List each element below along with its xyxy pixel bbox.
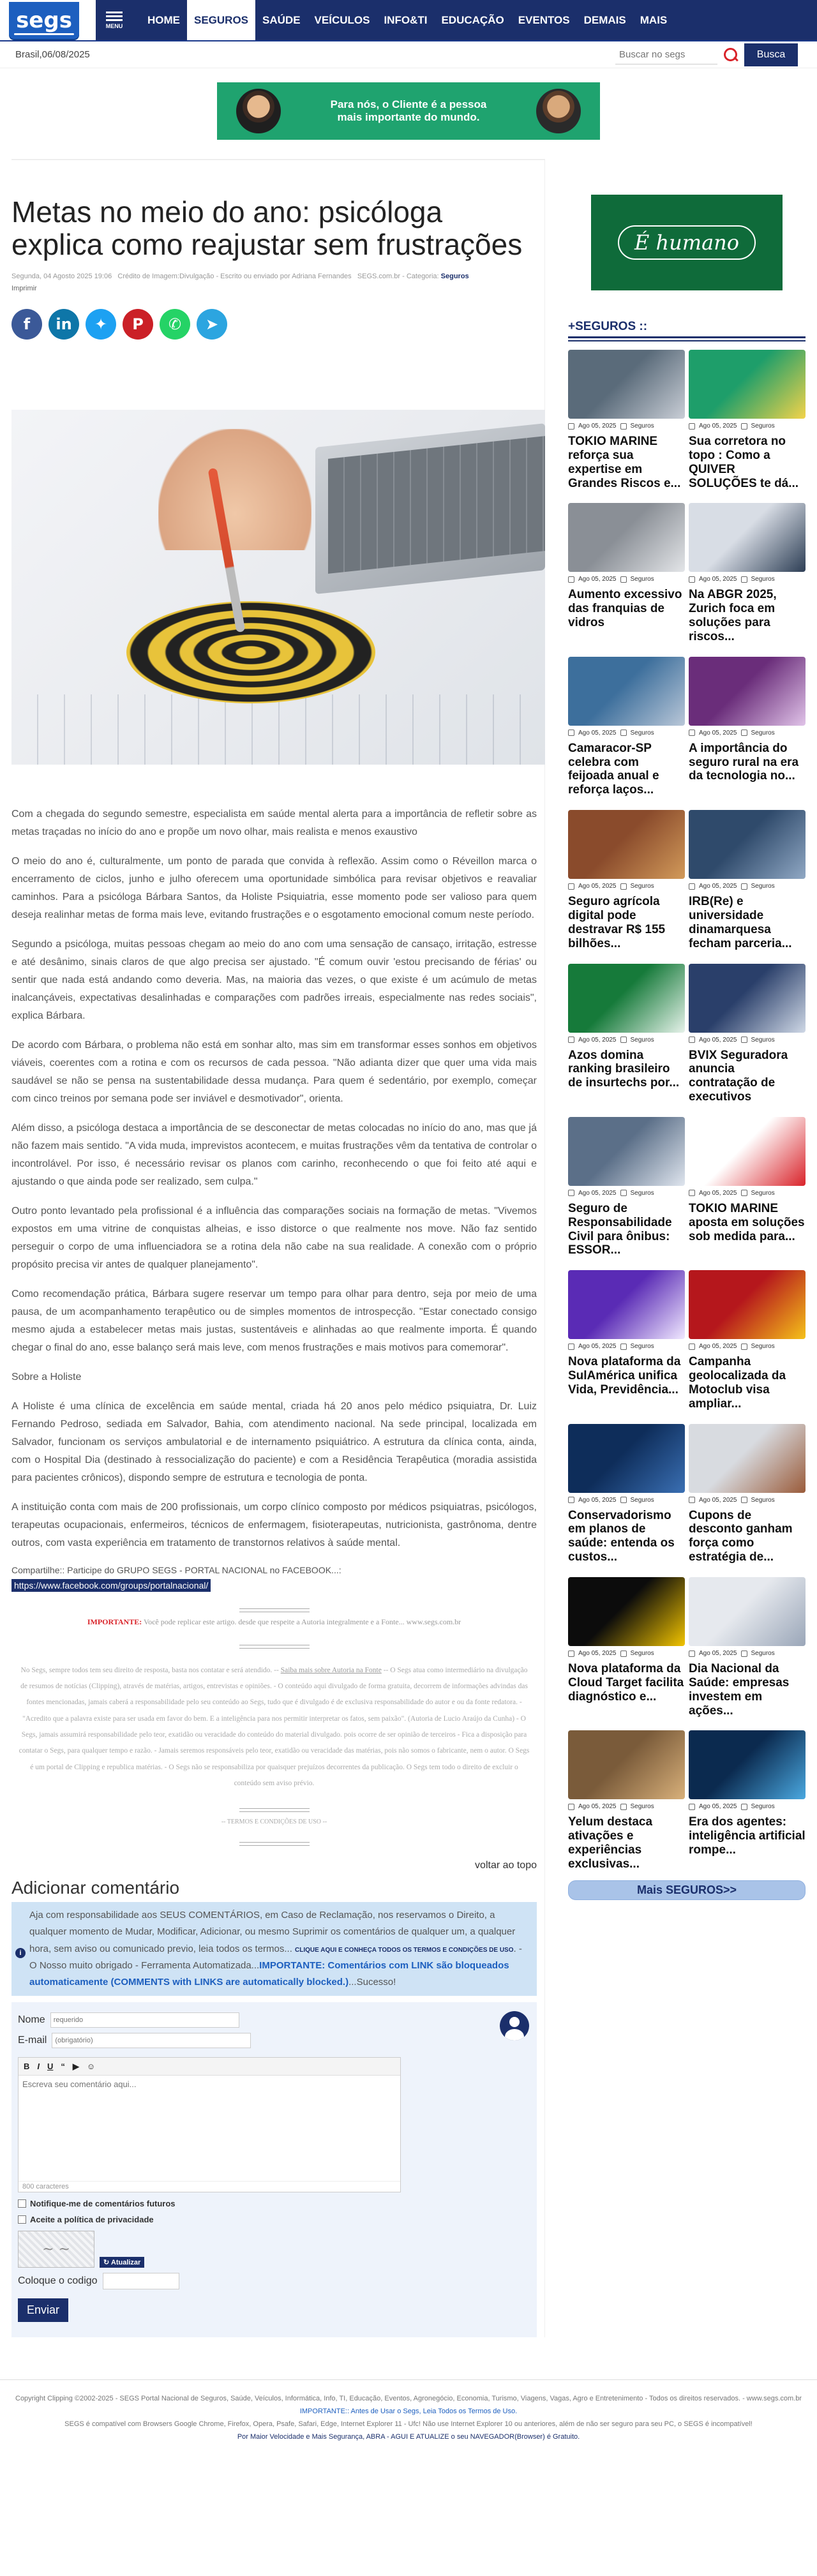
- news-title[interactable]: Camaracor-SP celebra com feijoada anual e reforça laços...: [568, 741, 659, 797]
- news-thumbnail[interactable]: [689, 1270, 806, 1339]
- article-paragraph: A Holiste é uma clínica de excelência em saúde mental, criada há 20 anos pelo médico psiquiatra, Dr. Luiz Fernando Pedroso, sediada em Salvador, Bahia, com atendimento nacional. Na sede principal, localizada em Salvador, funcionam os serviços ambulatorial e de internamento psiquiátrico. A estrutura da clínica conta, ainda, com o Hospital Dia (destinado à ressocialização do paciente) e com a Residência Terapêutica (moradia assistida para pacientes crônicos), dispondo sempre de estrutura e tecnologia de ponta.: [11, 1400, 537, 1483]
- news-thumbnail[interactable]: [568, 657, 685, 726]
- news-meta: [568, 423, 685, 430]
- article-paragraph: Além disso, a psicóloga destaca a importância de se desconectar de metas colocadas no início do ano, mas que já não fazem mais sentido. "A vida muda, imprevistos acontecem, e muitas frustrações vêm da tentativa de controlar o incontrolável. Por isso, é necessário revisar os planos com carinho, reconhecendo o que foi feito até aqui e ajustando o que ainda pode ser realizado, sem culpa.": [11, 1122, 537, 1187]
- calendar-icon: [568, 1190, 574, 1196]
- news-thumbnail[interactable]: [689, 810, 806, 879]
- sidebar: [568, 159, 806, 2337]
- share-text: Compartilhe:: Participe do GRUPO SEGS - PORTAL NACIONAL no FACEBOOK...:: [11, 1564, 341, 1575]
- news-card[interactable]: [568, 964, 685, 1104]
- video-icon[interactable]: ▶: [72, 2061, 79, 2071]
- folder-icon: [620, 1190, 627, 1196]
- news-meta: [689, 1803, 806, 1810]
- news-thumbnail[interactable]: [689, 1117, 806, 1186]
- disclaimer: [11, 1663, 537, 1792]
- news-card[interactable]: [689, 503, 806, 643]
- news-thumbnail[interactable]: [568, 810, 685, 879]
- email-input[interactable]: [52, 2033, 251, 2048]
- news-category: Seguros: [751, 883, 775, 890]
- terms-link[interactable]: -- TERMOS E CONDIÇÕES DE USO --: [221, 1818, 327, 1826]
- banner-line-1: Para nós, o Cliente é a pessoa: [330, 98, 487, 110]
- article-paragraph: De acordo com Bárbara, o problema não está em sonhar alto, mas sim em transformar esses sonhos em objetivos viáveis, coerentes com a rotina e com os recursos de cada pessoa. "Não adianta dizer que quer uma vida mais saudável se não se pensa na sustentabilidade dessa mudança. Para quem é sedentário, por exemplo, começar com cinco treinos por semana pode ser inviável e desmotivador", orienta.: [11, 1039, 537, 1104]
- nav-item-ve-culos[interactable]: VEÍCULOS: [314, 13, 370, 26]
- calendar-icon: [568, 576, 574, 583]
- notify-checkbox[interactable]: [18, 2199, 26, 2208]
- news-title[interactable]: Dia Nacional da Saúde: empresas investem em ações...: [689, 1662, 790, 1718]
- news-category: Seguros: [630, 1189, 654, 1197]
- calendar-icon: [689, 1344, 695, 1350]
- chart-paper-illustration: [11, 694, 545, 765]
- important-note: [11, 1616, 537, 1628]
- news-thumbnail[interactable]: [568, 503, 685, 572]
- news-meta: [689, 730, 806, 737]
- footer-compat: SEGS é compatível com Browsers Google Chrome, Firefox, Opera, Psafe, Safari, Edge, Internet Explorer 11 - Ufc! Não use Internet Explorer 10 ou anteriores, além de não ser seguro para seu PC, o SEGS é incompatível!: [64, 2420, 753, 2428]
- news-title[interactable]: Azos domina ranking brasileiro de insurtechs por...: [568, 1048, 680, 1090]
- news-title[interactable]: Conservadorismo em planos de saúde: entenda os custos...: [568, 1508, 675, 1564]
- pinterest-icon[interactable]: P: [123, 309, 153, 340]
- news-date: Ago 05, 2025: [699, 1343, 737, 1351]
- divider: [239, 1808, 310, 1812]
- news-thumbnail[interactable]: [568, 964, 685, 1033]
- disclaimer-link[interactable]: Saiba mais sobre Autoria na Fonte: [280, 1666, 382, 1674]
- news-title[interactable]: Campanha geolocalizada da Motoclub visa ampliar...: [689, 1355, 786, 1411]
- email-label: E-mail: [18, 2035, 47, 2046]
- news-card[interactable]: [568, 1270, 685, 1411]
- calendar-icon: [568, 883, 574, 890]
- folder-icon: [620, 423, 627, 430]
- news-card[interactable]: [568, 503, 685, 643]
- telegram-icon[interactable]: ➤: [197, 309, 227, 340]
- person-photo-left: [236, 89, 281, 133]
- folder-icon: [741, 576, 747, 583]
- news-thumbnail[interactable]: [689, 503, 806, 572]
- news-thumbnail[interactable]: [568, 1577, 685, 1646]
- banner-text: [331, 98, 487, 124]
- folder-icon: [620, 1804, 627, 1810]
- article-paragraph: Sobre a Holiste: [11, 1371, 82, 1382]
- meta-site: SEGS.com.br - Categoria:: [357, 273, 439, 281]
- date-search-bar: [0, 41, 817, 68]
- calendar-icon: [689, 1497, 695, 1503]
- folder-icon: [741, 1497, 747, 1503]
- name-row: [18, 2012, 530, 2028]
- privacy-label: Aceite a política de privacidade: [30, 2215, 154, 2225]
- top-ad-banner[interactable]: [217, 82, 600, 140]
- news-meta: [689, 576, 806, 583]
- search-button[interactable]: Busca: [744, 43, 798, 66]
- notice-text-b: . - O Nosso muito obrigado - Ferramenta Automatizada...: [29, 1943, 522, 1971]
- person-photo-right: [536, 89, 581, 133]
- news-title[interactable]: Seguro de Responsabilidade Civil para ônibus: ESSOR...: [568, 1201, 672, 1257]
- nav-item-demais[interactable]: DEMAIS: [583, 13, 626, 26]
- folder-icon: [741, 1651, 747, 1657]
- news-category: Seguros: [751, 1343, 775, 1351]
- calendar-icon: [689, 883, 695, 890]
- news-meta: [568, 730, 685, 737]
- news-date: Ago 05, 2025: [699, 883, 737, 890]
- news-card[interactable]: [689, 657, 806, 797]
- menu-label: MENU: [105, 22, 123, 29]
- news-date: Ago 05, 2025: [578, 883, 617, 890]
- folder-icon: [620, 1651, 627, 1657]
- news-date: Ago 05, 2025: [699, 729, 737, 737]
- news-category: Seguros: [630, 1803, 654, 1811]
- news-card[interactable]: [689, 964, 806, 1104]
- facebook-icon[interactable]: f: [11, 309, 42, 340]
- news-title[interactable]: IRB(Re) e universidade dinamarquesa fecham parceria...: [689, 895, 792, 950]
- italic-icon[interactable]: I: [37, 2062, 40, 2072]
- news-thumbnail[interactable]: [689, 1730, 806, 1799]
- email-row: [18, 2033, 530, 2048]
- news-title[interactable]: Nova plataforma da SulAmérica unifica Vida, Previdência...: [568, 1355, 681, 1397]
- news-thumbnail[interactable]: [568, 1270, 685, 1339]
- news-date: Ago 05, 2025: [578, 576, 617, 583]
- folder-icon: [741, 1190, 747, 1196]
- news-title[interactable]: Sua corretora no topo : Como a QUIVER SOLUÇÕES te dá...: [689, 435, 799, 490]
- char-count: 800 caracteres: [19, 2181, 400, 2192]
- hand-illustration: [158, 429, 311, 550]
- folder-icon: [620, 1037, 627, 1043]
- important-label: IMPORTANTE:: [87, 1617, 142, 1626]
- news-category: Seguros: [630, 1496, 654, 1504]
- top-navigation: [0, 0, 817, 41]
- meta-credit: Crédito de Imagem:Divulgação - Escrito ou enviado por Adriana Fernandes: [117, 273, 352, 281]
- back-to-top-link[interactable]: voltar ao topo: [475, 1860, 537, 1871]
- article-paragraph: A instituição conta com mais de 200 profissionais, um corpo clínico composto por médicos psiquiatras, psicólogos, terapeutas ocupacionais, enfermeiros, técnicos de enfermagem, fisioterapeutas, nutricionista, gastrônoma, dentre outros, com vasta experiência em tratamento de transtornos relativos à saúde mental.: [11, 1501, 537, 1548]
- disclaimer-part-b: -- O Segs atua como intermediário na divulgação de resumos de notícias (Clipping), através de matérias, artigos, entrevistas e opiniões. - O conteúdo aqui divulgado de forma gratuita, decorrem de informações advindas das fontes mencionadas, jamais caberá a responsabilidade pelo seu conteúdo ao Segs, tudo que é divulgado é de exclusiva responsabilidade do autor e ou da fonte redatora. - "Acredito que a palavra existe para ser usada em favor do bem. E a inteligência para nos permitir interpretar os fatos, sem paixão". (Autoria de Lucio Araújo da Cunha) - O Segs, jamais assumirá responsabilidade pelo teor, exatidão ou veracidade do conteúdo do material divulgado. pois ocorre de ser opinião de terceiros - Fica a disposição para contatar o Segs, para qualquer tempo e razão. - Jamais seremos responsáveis pelo teor, exatidão ou veracidade das matérias, pois não somos o fabricante, nem o autor. O Segs é um portal de Clipping e republica matérias. - O Segs não se responsabiliza por quaisquer prejuízos decorrentes da publicação. O Segs tem todo o direito de excluir o conteúdo sem aviso prévio.: [19, 1666, 530, 1787]
- calendar-icon: [568, 1651, 574, 1657]
- news-meta: [568, 576, 685, 583]
- nav-item-seguros[interactable]: SEGUROS: [187, 0, 255, 40]
- captcha-refresh-button[interactable]: ↻ Atualizar: [100, 2257, 144, 2268]
- refresh-label: Atualizar: [110, 2259, 141, 2267]
- news-card[interactable]: [568, 1424, 685, 1564]
- news-card[interactable]: [689, 810, 806, 950]
- search-icon[interactable]: [723, 47, 739, 63]
- news-card[interactable]: [689, 1270, 806, 1411]
- news-title[interactable]: Nova plataforma da Cloud Target facilita diagnóstico e...: [568, 1662, 684, 1704]
- footer: [0, 2379, 817, 2475]
- name-label: Nome: [18, 2014, 45, 2026]
- news-date: Ago 05, 2025: [699, 1496, 737, 1504]
- news-category: Seguros: [751, 1650, 775, 1657]
- news-meta: [568, 1037, 685, 1044]
- news-meta: [568, 883, 685, 890]
- more-seguros-button[interactable]: Mais SEGUROS>>: [568, 1880, 806, 1900]
- search-form: [615, 43, 798, 66]
- article-column: [11, 159, 545, 2337]
- news-category: Seguros: [630, 423, 654, 430]
- calendar-icon: [689, 1651, 695, 1657]
- folder-icon: [741, 883, 747, 890]
- notify-checkbox-row[interactable]: [18, 2199, 530, 2208]
- nav-item-sa-de[interactable]: SAÚDE: [262, 13, 301, 26]
- folder-icon: [741, 1037, 747, 1043]
- facebook-group-link[interactable]: https://www.facebook.com/groups/portalnacional/: [11, 1579, 211, 1592]
- emoji-icon[interactable]: ☺: [86, 2062, 96, 2072]
- privacy-checkbox[interactable]: [18, 2215, 26, 2224]
- comment-textarea[interactable]: [19, 2076, 400, 2178]
- news-date: Ago 05, 2025: [578, 1496, 617, 1504]
- folder-icon: [620, 1344, 627, 1350]
- nav-item-eventos[interactable]: EVENTOS: [518, 13, 570, 26]
- news-date: Ago 05, 2025: [578, 1036, 617, 1044]
- news-card[interactable]: [689, 1577, 806, 1718]
- comment-section-title: Adicionar comentário: [11, 1878, 180, 1898]
- folder-icon: [741, 1344, 747, 1350]
- linkedin-icon[interactable]: in: [49, 309, 79, 340]
- main-nav: [133, 0, 817, 40]
- news-title[interactable]: TOKIO MARINE aposta em soluções sob medida para...: [689, 1201, 805, 1243]
- calendar-icon: [689, 576, 695, 583]
- quote-icon[interactable]: “: [61, 2062, 65, 2072]
- calendar-icon: [568, 1037, 574, 1043]
- nav-item-home[interactable]: HOME: [147, 13, 180, 26]
- news-date: Ago 05, 2025: [578, 1343, 617, 1351]
- news-card[interactable]: [568, 657, 685, 797]
- submit-comment-button[interactable]: Enviar: [18, 2298, 68, 2322]
- footer-browser-link[interactable]: Por Maior Velocidade e Mais Segurança, ABRA - AGUI E ATUALIZE o seu NAVEGADOR(Browser) é Gratuito.: [237, 2432, 580, 2441]
- news-date: Ago 05, 2025: [578, 1189, 617, 1197]
- divider: [239, 1645, 310, 1649]
- news-thumbnail[interactable]: [689, 1424, 806, 1493]
- laptop-illustration: [315, 423, 545, 594]
- comment-notice: [11, 1902, 537, 1996]
- notice-end: ...Sucesso!: [349, 1977, 396, 1988]
- share-buttons: [11, 309, 537, 340]
- news-meta: [689, 1190, 806, 1197]
- news-card[interactable]: [689, 1117, 806, 1257]
- news-meta: [689, 883, 806, 890]
- news-thumbnail[interactable]: [689, 964, 806, 1033]
- sidebar-ad-text: É humano: [618, 225, 756, 260]
- dartboard-illustration: [126, 601, 375, 703]
- news-thumbnail[interactable]: [689, 657, 806, 726]
- calendar-icon: [568, 423, 574, 430]
- disclaimer-part-a: No Segs, sempre todos tem seu direito de resposta, basta nos contatar e será atendido. --: [20, 1666, 281, 1674]
- news-date: Ago 05, 2025: [699, 576, 737, 583]
- news-category: Seguros: [630, 1343, 654, 1351]
- divider: [239, 1842, 310, 1846]
- divider: [239, 1608, 310, 1612]
- news-category: Seguros: [630, 576, 654, 583]
- footer-copyright: Copyright Clipping ©2002-2025 - SEGS Portal Nacional de Seguros, Saúde, Veículos, Informática, Info, TI, Educação, Eventos, Agronegócio, Economia, Turismo, Viagens, Vagas, Agro e Entretenimento - Todos os direitos reservados. - www.segs.com.br: [15, 2395, 802, 2403]
- news-title[interactable]: Yelum destaca ativações e experiências exclusivas...: [568, 1815, 653, 1871]
- news-date: Ago 05, 2025: [578, 729, 617, 737]
- news-card[interactable]: [568, 1730, 685, 1871]
- news-title[interactable]: Seguro agrícola digital pode destravar R$ 155 bilhões...: [568, 895, 666, 950]
- news-category: Seguros: [751, 1496, 775, 1504]
- news-date: Ago 05, 2025: [699, 1189, 737, 1197]
- hamburger-icon: [106, 19, 123, 21]
- article-paragraph: Com a chegada do segundo semestre, especialista em saúde mental alerta para a importância de refletir sobre as metas traçadas no início do ano e propõe um novo olhar, mais realista e menos exaustivo: [11, 808, 537, 837]
- article-title: Metas no meio do ano: psicóloga explica como reajustar sem frustrações: [11, 195, 523, 261]
- related-news-grid: [568, 350, 806, 1871]
- article-hero-image: [11, 410, 545, 765]
- news-category: Seguros: [751, 423, 775, 430]
- privacy-checkbox-row[interactable]: [18, 2215, 530, 2224]
- news-category: Seguros: [751, 1803, 775, 1811]
- calendar-icon: [568, 730, 574, 736]
- calendar-icon: [568, 1344, 574, 1350]
- news-date: Ago 05, 2025: [578, 1650, 617, 1657]
- news-category: Seguros: [630, 883, 654, 890]
- folder-icon: [741, 730, 747, 736]
- news-category: Seguros: [630, 1650, 654, 1657]
- code-row: [18, 2273, 530, 2289]
- news-thumbnail[interactable]: [689, 1577, 806, 1646]
- news-meta: [568, 1343, 685, 1350]
- news-title[interactable]: A importância do seguro rural na era da tecnologia no...: [689, 741, 799, 783]
- hamburger-icon: [106, 11, 123, 13]
- captcha-code-input[interactable]: [103, 2273, 179, 2289]
- captcha-image: ~ ~: [18, 2231, 94, 2268]
- bold-icon[interactable]: B: [24, 2062, 30, 2072]
- sidebar-ad[interactable]: [591, 195, 783, 290]
- editor-toolbar: [19, 2058, 400, 2076]
- notify-label: Notifique-me de comentários futuros: [30, 2199, 176, 2209]
- site-logo[interactable]: segs: [9, 2, 79, 39]
- article-meta: [11, 271, 537, 294]
- calendar-icon: [568, 1497, 574, 1503]
- folder-icon: [741, 1804, 747, 1810]
- meta-category-link[interactable]: Seguros: [440, 273, 469, 281]
- info-icon: i: [15, 1948, 26, 1958]
- calendar-icon: [568, 1804, 574, 1810]
- news-meta: [689, 1497, 806, 1504]
- nav-item-info-ti[interactable]: INFO&TI: [384, 13, 428, 26]
- news-meta: [689, 1037, 806, 1044]
- nav-item-educa-o[interactable]: EDUCAÇÃO: [441, 13, 504, 26]
- article-paragraph: O meio do ano é, culturalmente, um ponto de parada que convida à reflexão. Assim como o Réveillon marca o encerramento de ciclos, junho e julho oferecem uma oportunidade simbólica para revisar objetivos e reavaliar caminhos. Para a psicóloga Bárbara Santos, da Holiste Psiquiatria, esse momento pode ser valioso para quem deseja realinhar metas de forma mais leve, evitando frustrações e o esgotamento emocional comum neste período.: [11, 855, 537, 920]
- nav-item-mais[interactable]: MAIS: [640, 13, 668, 26]
- news-title[interactable]: BVIX Seguradora anuncia contratação de executivos: [689, 1048, 788, 1104]
- calendar-icon: [689, 1804, 695, 1810]
- news-meta: [568, 1650, 685, 1657]
- news-category: Seguros: [751, 1036, 775, 1044]
- calendar-icon: [689, 730, 695, 736]
- news-date: Ago 05, 2025: [699, 1650, 737, 1657]
- banner-line-2: mais importante do mundo.: [337, 111, 480, 123]
- news-title[interactable]: Aumento excessivo das franquias de vidros: [568, 588, 682, 630]
- news-category: Seguros: [751, 1189, 775, 1197]
- news-meta: [568, 1803, 685, 1810]
- news-thumbnail[interactable]: [689, 350, 806, 419]
- sidebar-section-title: +SEGUROS ::: [568, 320, 806, 338]
- news-thumbnail[interactable]: [568, 1117, 685, 1186]
- name-input[interactable]: [50, 2012, 239, 2028]
- terms-conditions-link[interactable]: CLIQUE AQUI E CONHEÇA TODOS OS TERMOS E CONDIÇÕES DE USO: [295, 1946, 514, 1954]
- news-card[interactable]: [689, 1424, 806, 1564]
- folder-icon: [620, 576, 627, 583]
- news-meta: [689, 423, 806, 430]
- folder-icon: [741, 423, 747, 430]
- news-category: Seguros: [630, 1036, 654, 1044]
- news-date: Ago 05, 2025: [699, 1036, 737, 1044]
- hamburger-icon: [106, 15, 123, 17]
- news-date: Ago 05, 2025: [578, 423, 617, 430]
- news-card[interactable]: [568, 350, 685, 490]
- content-wrapper: [0, 159, 817, 2337]
- news-date: Ago 05, 2025: [699, 423, 737, 430]
- news-meta: [689, 1343, 806, 1350]
- calendar-icon: [689, 1037, 695, 1043]
- news-category: Seguros: [630, 729, 654, 737]
- code-label: Coloque o codigo: [18, 2275, 98, 2287]
- footer-terms-link[interactable]: IMPORTANTE:: Antes de Usar o Segs, Leia Todos os Termos de Uso.: [299, 2408, 518, 2416]
- underline-icon[interactable]: U: [47, 2062, 54, 2072]
- news-date: Ago 05, 2025: [699, 1803, 737, 1811]
- calendar-icon: [689, 1190, 695, 1196]
- logo-area: [0, 0, 96, 40]
- twitter-icon[interactable]: ✦: [86, 309, 116, 340]
- comment-editor: [18, 2057, 401, 2192]
- article-paragraph: Como recomendação prática, Bárbara sugere reservar um tempo para olhar para dentro, seja por meio de uma pausa, de um acompanhamento terapêutico ou de simples momentos de introspecção. "Estar conectado consigo mesmo ajuda a estabelecer metas mais justas, sustentáveis e alinhadas ao que realmente importa. É quando chegar o final do ano, esse balanço será mais leve, com menos frustrações e mais motivos para comemorar".: [11, 1288, 537, 1353]
- news-card[interactable]: [689, 1730, 806, 1871]
- news-card[interactable]: [689, 350, 806, 490]
- notice-important: IMPORTANTE: Comentários com LINK são bloqueados automaticamente (COMMENTS with LINKS are automatically blocked.): [29, 1959, 509, 1988]
- folder-icon: [620, 730, 627, 736]
- folder-icon: [620, 883, 627, 890]
- print-link[interactable]: Imprimir: [11, 284, 37, 292]
- menu-button[interactable]: [96, 0, 133, 40]
- news-thumbnail[interactable]: [568, 1730, 685, 1799]
- comment-form: [11, 2002, 537, 2337]
- news-title[interactable]: Era dos agentes: inteligência artificial rompe...: [689, 1815, 806, 1857]
- article-body: [11, 805, 537, 1552]
- article-paragraph: Segundo a psicóloga, muitas pessoas chegam ao meio do ano com uma sensação de cansaço, irritação, estresse e até desânimo, sinais claros de que algo precisa ser ajustado. "É comum ouvir 'estou precisando de férias' ou sentir que nada está andando como deveria. Mas, na maioria das vezes, o que existe é um acúmulo de metas inalcançáveis, expectativas desalinhadas e comparações com padrões irreais, especialmente nas redes sociais", explica Bárbara.: [11, 938, 537, 1021]
- news-date: Ago 05, 2025: [578, 1803, 617, 1811]
- news-category: Seguros: [751, 576, 775, 583]
- calendar-icon: [689, 423, 695, 430]
- news-meta: [568, 1190, 685, 1197]
- search-input[interactable]: [615, 45, 717, 64]
- news-meta: [689, 1650, 806, 1657]
- current-date: Brasil,06/08/2025: [15, 49, 90, 60]
- news-title[interactable]: TOKIO MARINE reforça sua expertise em Grandes Riscos e...: [568, 435, 681, 490]
- folder-icon: [620, 1497, 627, 1503]
- whatsapp-icon[interactable]: ✆: [160, 309, 190, 340]
- news-card[interactable]: [568, 1117, 685, 1257]
- news-title[interactable]: Cupons de desconto ganham força como estratégia de...: [689, 1508, 793, 1564]
- news-thumbnail[interactable]: [568, 1424, 685, 1493]
- important-text: Você pode replicar este artigo. desde que respeite a Autoria integralmente e a Fonte... www.segs.com.br: [142, 1617, 461, 1626]
- news-meta: [568, 1497, 685, 1504]
- news-card[interactable]: [568, 1577, 685, 1718]
- captcha-row: [18, 2231, 530, 2268]
- notice-text-a: Aja com responsabilidade aos SEUS COMENTÁRIOS, em Caso de Reclamação, nos reservamos o Direito, a qualquer momento de Mudar, Modificar, Adicionar, ou mesmo Suprimir os comentários de qualquer um, a qualquer hora, sem aviso ou comunicado previo, leia todos os termos...: [29, 1910, 516, 1954]
- article-paragraph: Outro ponto levantado pela profissional é a influência das comparações sociais na formação de metas. "Vivemos expostos em uma vitrine de conquistas alheias, e isso distorce o que realmente nos move. Não faz sentido perseguir o corpo de uma influenciadora se a rotina dela não cabe na sua realidade. A conexão com o próprio propósito precisa vir antes de qualquer planejamento".: [11, 1205, 537, 1270]
- news-card[interactable]: [568, 810, 685, 950]
- meta-date: Segunda, 04 Agosto 2025 19:06: [11, 273, 112, 281]
- news-thumbnail[interactable]: [568, 350, 685, 419]
- news-category: Seguros: [751, 729, 775, 737]
- news-title[interactable]: Na ABGR 2025, Zurich foca em soluções para riscos...: [689, 588, 777, 643]
